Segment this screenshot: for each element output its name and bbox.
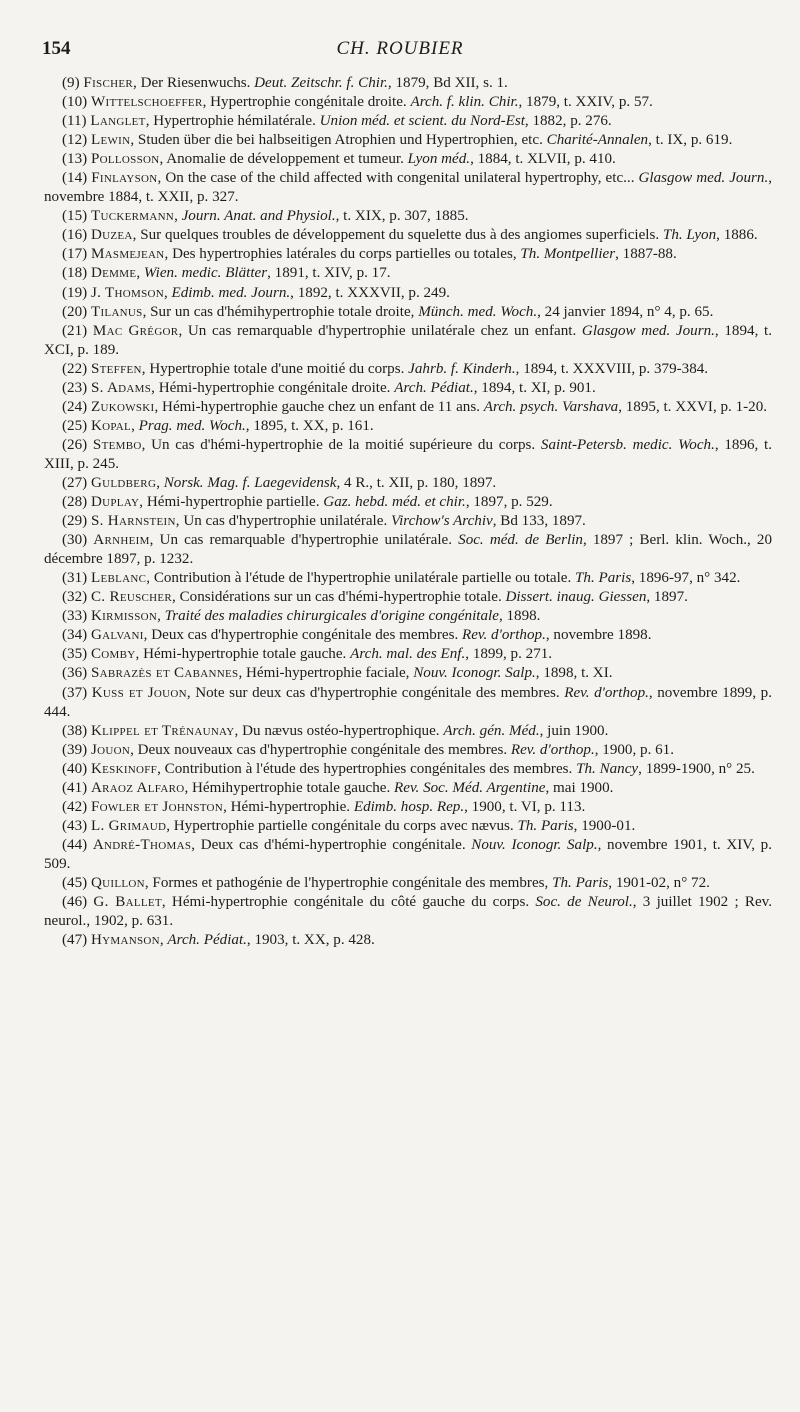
reference-entry: [44, 760, 772, 779]
reference-author: Kuss et Jouon: [91, 684, 187, 701]
reference-details: , 1903, t. XX, p. 428.: [246, 932, 375, 949]
reference-title: , Hémi-hypertrophie gauche chez un enfant de 11 ans.: [154, 398, 484, 415]
reference-title: , Formes et pathogénie de l'hypertrophie congénitale des membres,: [144, 874, 553, 891]
reference-journal: Nouv. Iconogr. Salp.: [413, 665, 536, 682]
reference-title: , Studen über die bei halbseitigen Atrophien und Hypertrophien, etc.: [130, 132, 547, 149]
reference-number: (32): [62, 589, 88, 606]
reference-journal: Rev. d'orthop.: [462, 627, 546, 644]
reference-author: S. Harnstein: [90, 513, 176, 530]
reference-number: (12): [62, 132, 88, 149]
reference-title: , Hémi-hypertrophie congénitale droite.: [151, 379, 395, 396]
reference-entry: [44, 360, 772, 379]
reference-title: , Sur quelques troubles de développement du squelette dus à des angiomes superficiels.: [132, 227, 663, 244]
reference-journal: Th. Paris: [552, 874, 609, 891]
reference-details: , novembre 1898.: [545, 627, 652, 644]
reference-title: , Hypertrophie congénitale droite.: [202, 94, 411, 111]
reference-title: ,: [159, 932, 168, 949]
reference-journal: Gaz. hebd. méd. et chir.: [323, 494, 466, 511]
reference-details: , 1886.: [716, 227, 758, 244]
reference-number: (41): [62, 779, 88, 796]
reference-number: (28): [62, 494, 88, 511]
reference-entry: [44, 931, 772, 950]
reference-journal: Soc. méd. de Berlin: [458, 532, 583, 549]
reference-number: (17): [62, 246, 88, 263]
reference-entry: [44, 245, 772, 264]
reference-title: , Hypertrophie partielle congénitale du corps avec nævus.: [166, 817, 518, 834]
reference-entry: [44, 626, 772, 645]
reference-title: , Hémi-hypertrophie.: [223, 798, 354, 815]
reference-number: (24): [62, 398, 88, 415]
reference-title: , Des hypertrophies latérales du corps partielles ou totales,: [164, 246, 521, 263]
reference-journal: Saint-Petersb. medic. Woch.: [540, 436, 715, 453]
reference-title: , Sur un cas d'hémihypertrophie totale droite,: [142, 303, 419, 320]
reference-details: , 1894, t. XXXVIII, p. 379-384.: [515, 360, 709, 377]
reference-title: , Deux nouveaux cas d'hypertrophie congénitale des membres.: [130, 741, 511, 758]
reference-author: Demme: [90, 265, 137, 282]
reference-number: (45): [62, 874, 88, 891]
reference-title: ,: [136, 265, 144, 282]
reference-journal: Edimb. hosp. Rep.: [353, 798, 465, 815]
reference-number: (9): [62, 75, 80, 91]
reference-number: (11): [62, 113, 87, 130]
reference-journal: Lyon méd.: [407, 151, 471, 168]
reference-details: , 1896-97, n° 342.: [631, 570, 741, 587]
reference-journal: Journ. Anat. and Physiol.: [181, 208, 336, 225]
reference-title: , Hypertrophie hémilatérale.: [145, 113, 320, 130]
reference-title: , Hémi-hypertrophie congénitale du côté gauche du corps.: [161, 894, 536, 911]
reference-journal: Dissert. inaug. Giessen: [505, 589, 647, 606]
reference-details: , 1879, Bd XII, s. 1.: [387, 75, 508, 91]
reference-author: Guldberg: [90, 474, 157, 491]
reference-journal: Prag. med. Woch.: [138, 417, 246, 434]
reference-entry: [44, 436, 772, 474]
reference-number: (47): [62, 932, 88, 949]
reference-number: (44): [62, 836, 88, 853]
reference-number: (25): [62, 417, 88, 434]
reference-author: Langlet: [90, 113, 146, 130]
reference-journal: Arch. mal. des Enf.: [350, 646, 466, 663]
reference-number: (15): [62, 208, 88, 225]
reference-author: André-Thomas: [92, 836, 192, 853]
reference-details: , 1894, t. XCI, p. 189.: [44, 322, 772, 358]
reference-author: L. Grimaud: [90, 817, 167, 834]
reference-entry: [44, 836, 772, 874]
reference-entry: [44, 284, 772, 303]
reference-journal: Münch. med. Woch.: [418, 303, 538, 320]
reference-details: , 1891, t. XIV, p. 17.: [267, 265, 391, 282]
reference-title: ,: [157, 608, 165, 625]
reference-number: (18): [62, 265, 88, 282]
reference-entry: [44, 226, 772, 245]
reference-entry: [44, 474, 772, 493]
reference-entry: [44, 207, 772, 226]
reference-title: , Un cas d'hypertrophie unilatérale.: [175, 513, 391, 530]
reference-title: , Un cas remarquable d'hypertrophie unilatérale.: [149, 532, 459, 549]
reference-details: , 1897, p. 529.: [465, 494, 553, 511]
reference-entry: [44, 684, 772, 722]
reference-journal: Arch. f. klin. Chir.: [410, 94, 519, 111]
reference-entry: [44, 607, 772, 626]
reference-details: , 1899-1900, n° 25.: [638, 760, 755, 777]
reference-number: (16): [62, 227, 88, 244]
reference-number: (23): [62, 379, 88, 396]
reference-journal: Norsk. Mag. f. Laegevidensk: [163, 474, 337, 491]
reference-details: , 1892, t. XXXVII, p. 249.: [290, 284, 450, 301]
reference-entry: [44, 779, 772, 798]
reference-details: , 1901-02, n° 72.: [608, 874, 710, 891]
reference-journal: Th. Nancy: [576, 760, 639, 777]
reference-details: , Bd 133, 1897.: [492, 513, 586, 530]
reference-author: Comby: [90, 646, 136, 663]
reference-author: Leblanc: [90, 570, 147, 587]
running-title: CH. ROUBIER: [336, 38, 464, 59]
reference-number: (22): [62, 360, 88, 377]
reference-journal: Th. Lyon: [662, 227, 717, 244]
reference-details: , 1897 ; Berl. klin. Woch., 20 décembre 1897, p. 1232.: [44, 532, 773, 568]
reference-details: , 1900, p. 61.: [594, 741, 674, 758]
reference-author: Tuckermann: [90, 208, 175, 225]
reference-journal: Glasgow med. Journ.: [638, 170, 769, 187]
reference-number: (37): [62, 684, 88, 701]
reference-author: Zukowski: [90, 398, 155, 415]
reference-journal: Edimb. med. Journ.: [171, 284, 291, 301]
reference-title: , On the case of the child affected with congenital unilateral hypertrophy, etc...: [157, 170, 639, 187]
reference-details: , 1900, t. VI, p. 113.: [464, 798, 586, 815]
reference-details: , 4 R., t. XII, p. 180, 1897.: [336, 474, 497, 491]
reference-journal: Arch. gén. Méd.: [443, 722, 540, 739]
reference-details: , novembre 1884, t. XXII, p. 327.: [44, 170, 772, 206]
reference-entry: [44, 303, 772, 322]
reference-entry: [44, 588, 772, 607]
reference-details: , 1879, t. XXIV, p. 57.: [518, 94, 653, 111]
reference-list: [44, 74, 772, 950]
reference-title: , Hémi-hypertrophie partielle.: [139, 494, 324, 511]
reference-author: Keskinoff: [90, 760, 158, 777]
reference-author: S. Adams: [90, 379, 152, 396]
reference-author: Jouon: [90, 741, 131, 758]
reference-entry: [44, 893, 772, 931]
reference-entry: [44, 169, 772, 207]
reference-title: , Un cas d'hémi-hypertrophie de la moitié supérieure du corps.: [141, 436, 541, 453]
reference-author: Lewin: [90, 132, 131, 149]
reference-entry: [44, 741, 772, 760]
reference-title: , Note sur deux cas d'hypertrophie congénitale des membres.: [186, 684, 565, 701]
reference-author: Klippel et Trénaunay: [90, 722, 235, 739]
reference-entry: [44, 112, 772, 131]
reference-details: , 1887-88.: [615, 246, 677, 263]
reference-author: Duzea: [90, 227, 133, 244]
reference-title: ,: [156, 474, 164, 491]
reference-details: , 1895, t. XX, p. 161.: [245, 417, 374, 434]
reference-author: Tilanus: [90, 303, 143, 320]
reference-author: Mac Grégor: [92, 322, 179, 339]
reference-number: (42): [62, 798, 88, 815]
reference-author: Duplay: [90, 494, 140, 511]
reference-author: Wittelschoeffer: [90, 94, 203, 111]
reference-author: Hymanson: [90, 932, 160, 949]
reference-entry: [44, 417, 772, 436]
reference-title: , Du nævus ostéo-hypertrophique.: [234, 722, 444, 739]
reference-journal: Soc. de Neurol.: [535, 894, 633, 911]
reference-number: (46): [62, 894, 88, 911]
reference-journal: Wien. medic. Blätter: [143, 265, 268, 282]
reference-journal: Charité-Annalen: [546, 132, 649, 149]
reference-number: (34): [62, 627, 88, 644]
reference-details: , 1895, t. XXVI, p. 1-20.: [618, 398, 768, 415]
reference-author: Galvani: [90, 627, 144, 644]
reference-entry: [44, 798, 772, 817]
page-number: 154: [42, 38, 71, 59]
reference-author: G. Ballet: [93, 894, 162, 911]
reference-entry: [44, 379, 772, 398]
reference-journal: Union méd. et scient. du Nord-Est: [319, 113, 525, 130]
reference-author: Masmejean: [90, 246, 165, 263]
reference-journal: Rev. d'orthop.: [564, 684, 649, 701]
reference-journal: Virchow's Archiv: [391, 513, 493, 530]
reference-details: , 3 juillet 1902 ; Rev. neurol., 1902, p. 631.: [44, 894, 772, 930]
reference-details: , novembre 1901, t. XIV, p. 509.: [44, 836, 772, 872]
reference-entry: [44, 264, 772, 283]
reference-details: , t. IX, p. 619.: [648, 132, 733, 149]
reference-journal: Traité des maladies chirurgicales d'origine congénitale: [164, 608, 499, 625]
reference-journal: Deut. Zeitschr. f. Chir.: [254, 75, 388, 91]
reference-number: (14): [62, 170, 88, 187]
reference-entry: [44, 93, 772, 112]
reference-number: (13): [62, 151, 88, 168]
reference-entry: [44, 569, 772, 588]
reference-details: , mai 1900.: [545, 779, 614, 796]
reference-number: (27): [62, 474, 88, 491]
reference-details: , juin 1900.: [539, 722, 609, 739]
reference-title: , Deux cas d'hypertrophie congénitale des membres.: [143, 627, 462, 644]
reference-details: , 1896, t. XIII, p. 245.: [44, 436, 772, 472]
reference-journal: Jahrb. f. Kinderh.: [408, 360, 516, 377]
reference-author: Fowler et Johnston: [90, 798, 224, 815]
reference-entry: [44, 874, 772, 893]
reference-entry: [44, 74, 772, 93]
reference-details: , t. XIX, p. 307, 1885.: [335, 208, 469, 225]
reference-author: Kopal: [90, 417, 132, 434]
reference-title: , Anomalie de développement et tumeur.: [159, 151, 408, 168]
reference-number: (40): [62, 760, 88, 777]
reference-author: Sabrazès et Cabannes: [90, 665, 239, 682]
reference-author: Finlayson: [91, 170, 158, 187]
page-header: [42, 38, 758, 64]
reference-entry: [44, 664, 772, 683]
reference-journal: Nouv. Iconogr. Salp.: [471, 836, 598, 853]
reference-title: , Considérations sur un cas d'hémi-hypertrophie totale.: [172, 589, 506, 606]
reference-journal: Glasgow med. Journ.: [581, 322, 715, 339]
reference-entry: [44, 493, 772, 512]
reference-number: (10): [62, 94, 88, 111]
reference-title: , Contribution à l'étude des hypertrophies congénitales des membres.: [157, 760, 577, 777]
reference-author: Pollosson: [90, 151, 160, 168]
reference-journal: Arch. Pédiat.: [394, 379, 474, 396]
reference-number: (35): [62, 646, 88, 663]
reference-entry: [44, 722, 772, 741]
reference-journal: Rev. Soc. Méd. Argentine: [394, 779, 546, 796]
reference-author: Fischer: [83, 75, 134, 91]
reference-entry: [44, 531, 772, 569]
reference-details: , 1900-01.: [573, 817, 636, 834]
reference-journal: Rev. d'orthop.: [510, 741, 595, 758]
reference-author: Quillon: [90, 874, 145, 891]
reference-title: , Hémi-hypertrophie totale gauche.: [135, 646, 351, 663]
reference-title: ,: [163, 284, 172, 301]
reference-details: , 1898, t. XI.: [535, 665, 613, 682]
reference-entry: [44, 131, 772, 150]
reference-details: , 1882, p. 276.: [524, 113, 612, 130]
reference-number: (36): [62, 665, 88, 682]
reference-journal: Th. Montpellier: [520, 246, 616, 263]
reference-journal: Arch. psych. Varshava: [483, 398, 619, 415]
reference-title: , Un cas remarquable d'hypertrophie unilatérale chez un enfant.: [178, 322, 582, 339]
reference-details: , 1897.: [646, 589, 688, 606]
reference-author: J. Thomson: [90, 284, 164, 301]
reference-entry: [44, 512, 772, 531]
reference-details: , 1899, p. 271.: [465, 646, 553, 663]
reference-number: (33): [62, 608, 88, 625]
reference-details: , 1894, t. XI, p. 901.: [473, 379, 596, 396]
reference-title: , Hémihypertrophie totale gauche.: [184, 779, 395, 796]
reference-entry: [44, 817, 772, 836]
reference-number: (19): [62, 284, 88, 301]
reference-title: , Hypertrophie totale d'une moitié du corps.: [141, 360, 409, 377]
reference-number: (30): [62, 532, 88, 549]
reference-details: , novembre 1899, p. 444.: [44, 684, 772, 720]
reference-author: Steffen: [90, 360, 142, 377]
reference-author: Arnheim: [93, 532, 150, 549]
reference-title: , Contribution à l'étude de l'hypertrophie unilatérale partielle ou totale.: [146, 570, 576, 587]
reference-number: (29): [62, 513, 88, 530]
reference-journal: Th. Paris: [517, 817, 574, 834]
reference-number: (39): [62, 741, 88, 758]
reference-author: C. Reuscher: [90, 589, 173, 606]
reference-entry: [44, 398, 772, 417]
reference-details: , 1884, t. XLVII, p. 410.: [470, 151, 616, 168]
reference-journal: Th. Paris: [575, 570, 632, 587]
reference-details: , 24 janvier 1894, n° 4, p. 65.: [537, 303, 714, 320]
reference-entry: [44, 150, 772, 169]
reference-number: (20): [62, 303, 88, 320]
reference-number: (21): [62, 322, 88, 339]
reference-author: Araoz Alfaro: [90, 779, 185, 796]
reference-author: Stembo: [92, 436, 142, 453]
reference-entry: [44, 645, 772, 664]
reference-title: ,: [174, 208, 182, 225]
reference-title: , Hémi-hypertrophie faciale,: [238, 665, 414, 682]
reference-title: , Der Riesenwuchs.: [133, 75, 255, 91]
reference-author: Kirmisson: [90, 608, 158, 625]
reference-journal: Arch. Pédiat.: [167, 932, 247, 949]
reference-details: , 1898.: [498, 608, 541, 625]
reference-title: ,: [131, 417, 139, 434]
reference-title: , Deux cas d'hémi-hypertrophie congénitale.: [191, 836, 472, 853]
reference-number: (43): [62, 817, 88, 834]
reference-number: (38): [62, 722, 88, 739]
reference-number: (31): [62, 570, 88, 587]
reference-number: (26): [62, 436, 88, 453]
reference-entry: [44, 322, 772, 360]
